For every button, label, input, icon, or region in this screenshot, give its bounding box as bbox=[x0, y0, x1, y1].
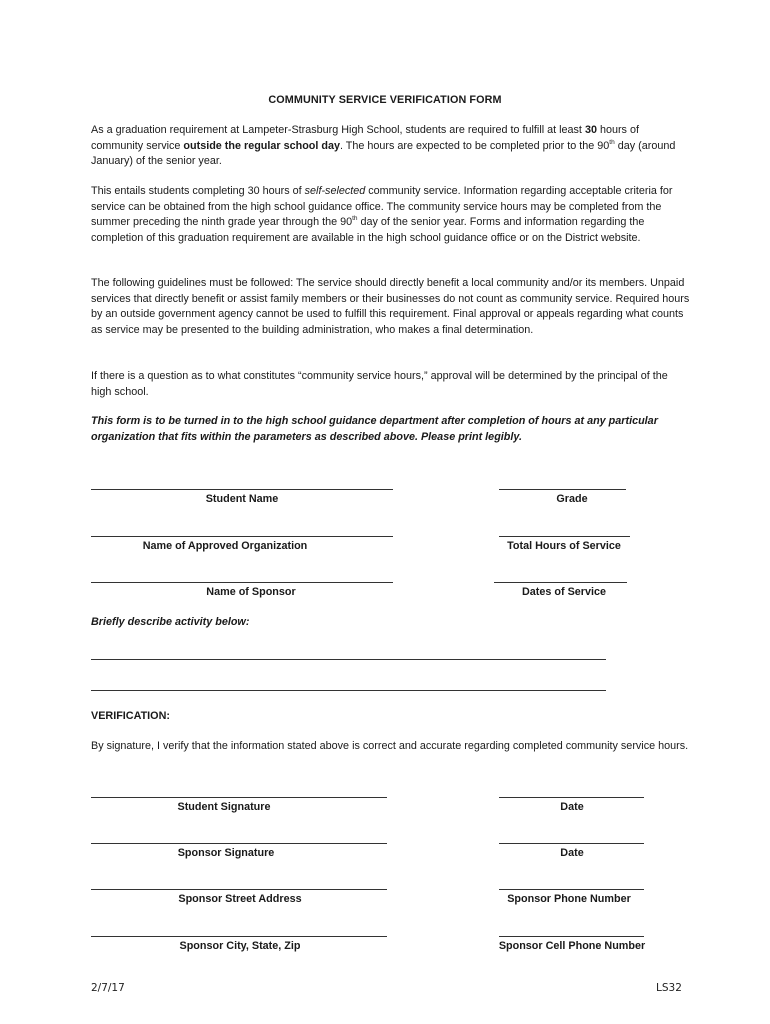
sponsor-signature-line[interactable] bbox=[91, 843, 387, 844]
sponsor-name-line[interactable] bbox=[91, 582, 393, 583]
instructions-paragraph: This form is to be turned in to the high school guidance department after completion of hours at any particular organization that fits within the parameters as described above. Please print legibly. bbox=[91, 415, 658, 443]
organization-label: Name of Approved Organization bbox=[142, 540, 308, 552]
sponsor-cell-label: Sponsor Cell Phone Number bbox=[498, 940, 646, 952]
sponsor-phone-label: Sponsor Phone Number bbox=[507, 893, 631, 905]
footer-date: 2/7/17 bbox=[91, 982, 125, 994]
student-name-label: Student Name bbox=[205, 493, 279, 505]
requirement-paragraph: This entails students completing 30 hours of self-selected community service. Information regarding acceptable criteria for service can be obtained from the high school guidance office. The community service hours may be completed from the summer preceding the ninth grade year through the 90th day of the senior year. Forms and information regarding the completion of this graduation requirement are available in the high school guidance office or on the District website. bbox=[91, 185, 673, 244]
date2-line[interactable] bbox=[499, 843, 644, 844]
total-hours-label: Total Hours of Service bbox=[507, 540, 621, 552]
total-hours-line[interactable] bbox=[499, 536, 630, 537]
student-signature-line[interactable] bbox=[91, 797, 387, 798]
footer-code: LS32 bbox=[656, 982, 682, 994]
student-signature-label: Student Signature bbox=[177, 801, 271, 813]
activity-line-2[interactable] bbox=[91, 690, 606, 691]
date1-line[interactable] bbox=[499, 797, 644, 798]
dates-line[interactable] bbox=[494, 582, 627, 583]
grade-label: Grade bbox=[556, 493, 588, 505]
sponsor-cell-line[interactable] bbox=[499, 936, 644, 937]
guidelines-paragraph: The following guidelines must be followed: The service should directly benefit a local community and/or its members. Unpaid services that directly benefit or assist family members or their businesses do not count as community service. Required hours by an outside government agency cannot be used to fulfill this requirement. Final approval or appeals regarding what counts as service may be presented to the building administration, who makes a final determination. bbox=[91, 277, 690, 336]
dates-label: Dates of Service bbox=[521, 586, 607, 598]
question-paragraph: If there is a question as to what constitutes “community service hours,” approval will be determined by the principal of the high school. bbox=[91, 370, 668, 398]
sponsor-city-label: Sponsor City, State, Zip bbox=[179, 940, 301, 952]
activity-label: Briefly describe activity below: bbox=[91, 616, 250, 628]
organization-line[interactable] bbox=[91, 536, 393, 537]
verification-statement: By signature, I verify that the information stated above is correct and accurate regarding completed community service hours. bbox=[91, 740, 689, 752]
intro-paragraph: As a graduation requirement at Lampeter-Strasburg High School, students are required to fulfill at least 30 hours of community service outside the regular school day. The hours are expected to be completed prior to the 90th day (around January) of the senior year. bbox=[91, 124, 676, 168]
sponsor-street-label: Sponsor Street Address bbox=[178, 893, 302, 905]
form-title: COMMUNITY SERVICE VERIFICATION FORM bbox=[268, 94, 502, 106]
grade-line[interactable] bbox=[499, 489, 626, 490]
sponsor-phone-line[interactable] bbox=[499, 889, 644, 890]
verification-heading: VERIFICATION: bbox=[91, 710, 170, 722]
student-name-line[interactable] bbox=[91, 489, 393, 490]
sponsor-street-line[interactable] bbox=[91, 889, 387, 890]
sponsor-signature-label: Sponsor Signature bbox=[177, 847, 275, 859]
sponsor-name-label: Name of Sponsor bbox=[206, 586, 296, 598]
sponsor-city-line[interactable] bbox=[91, 936, 387, 937]
date1-label: Date bbox=[560, 801, 584, 813]
activity-line-1[interactable] bbox=[91, 659, 606, 660]
date2-label: Date bbox=[560, 847, 584, 859]
